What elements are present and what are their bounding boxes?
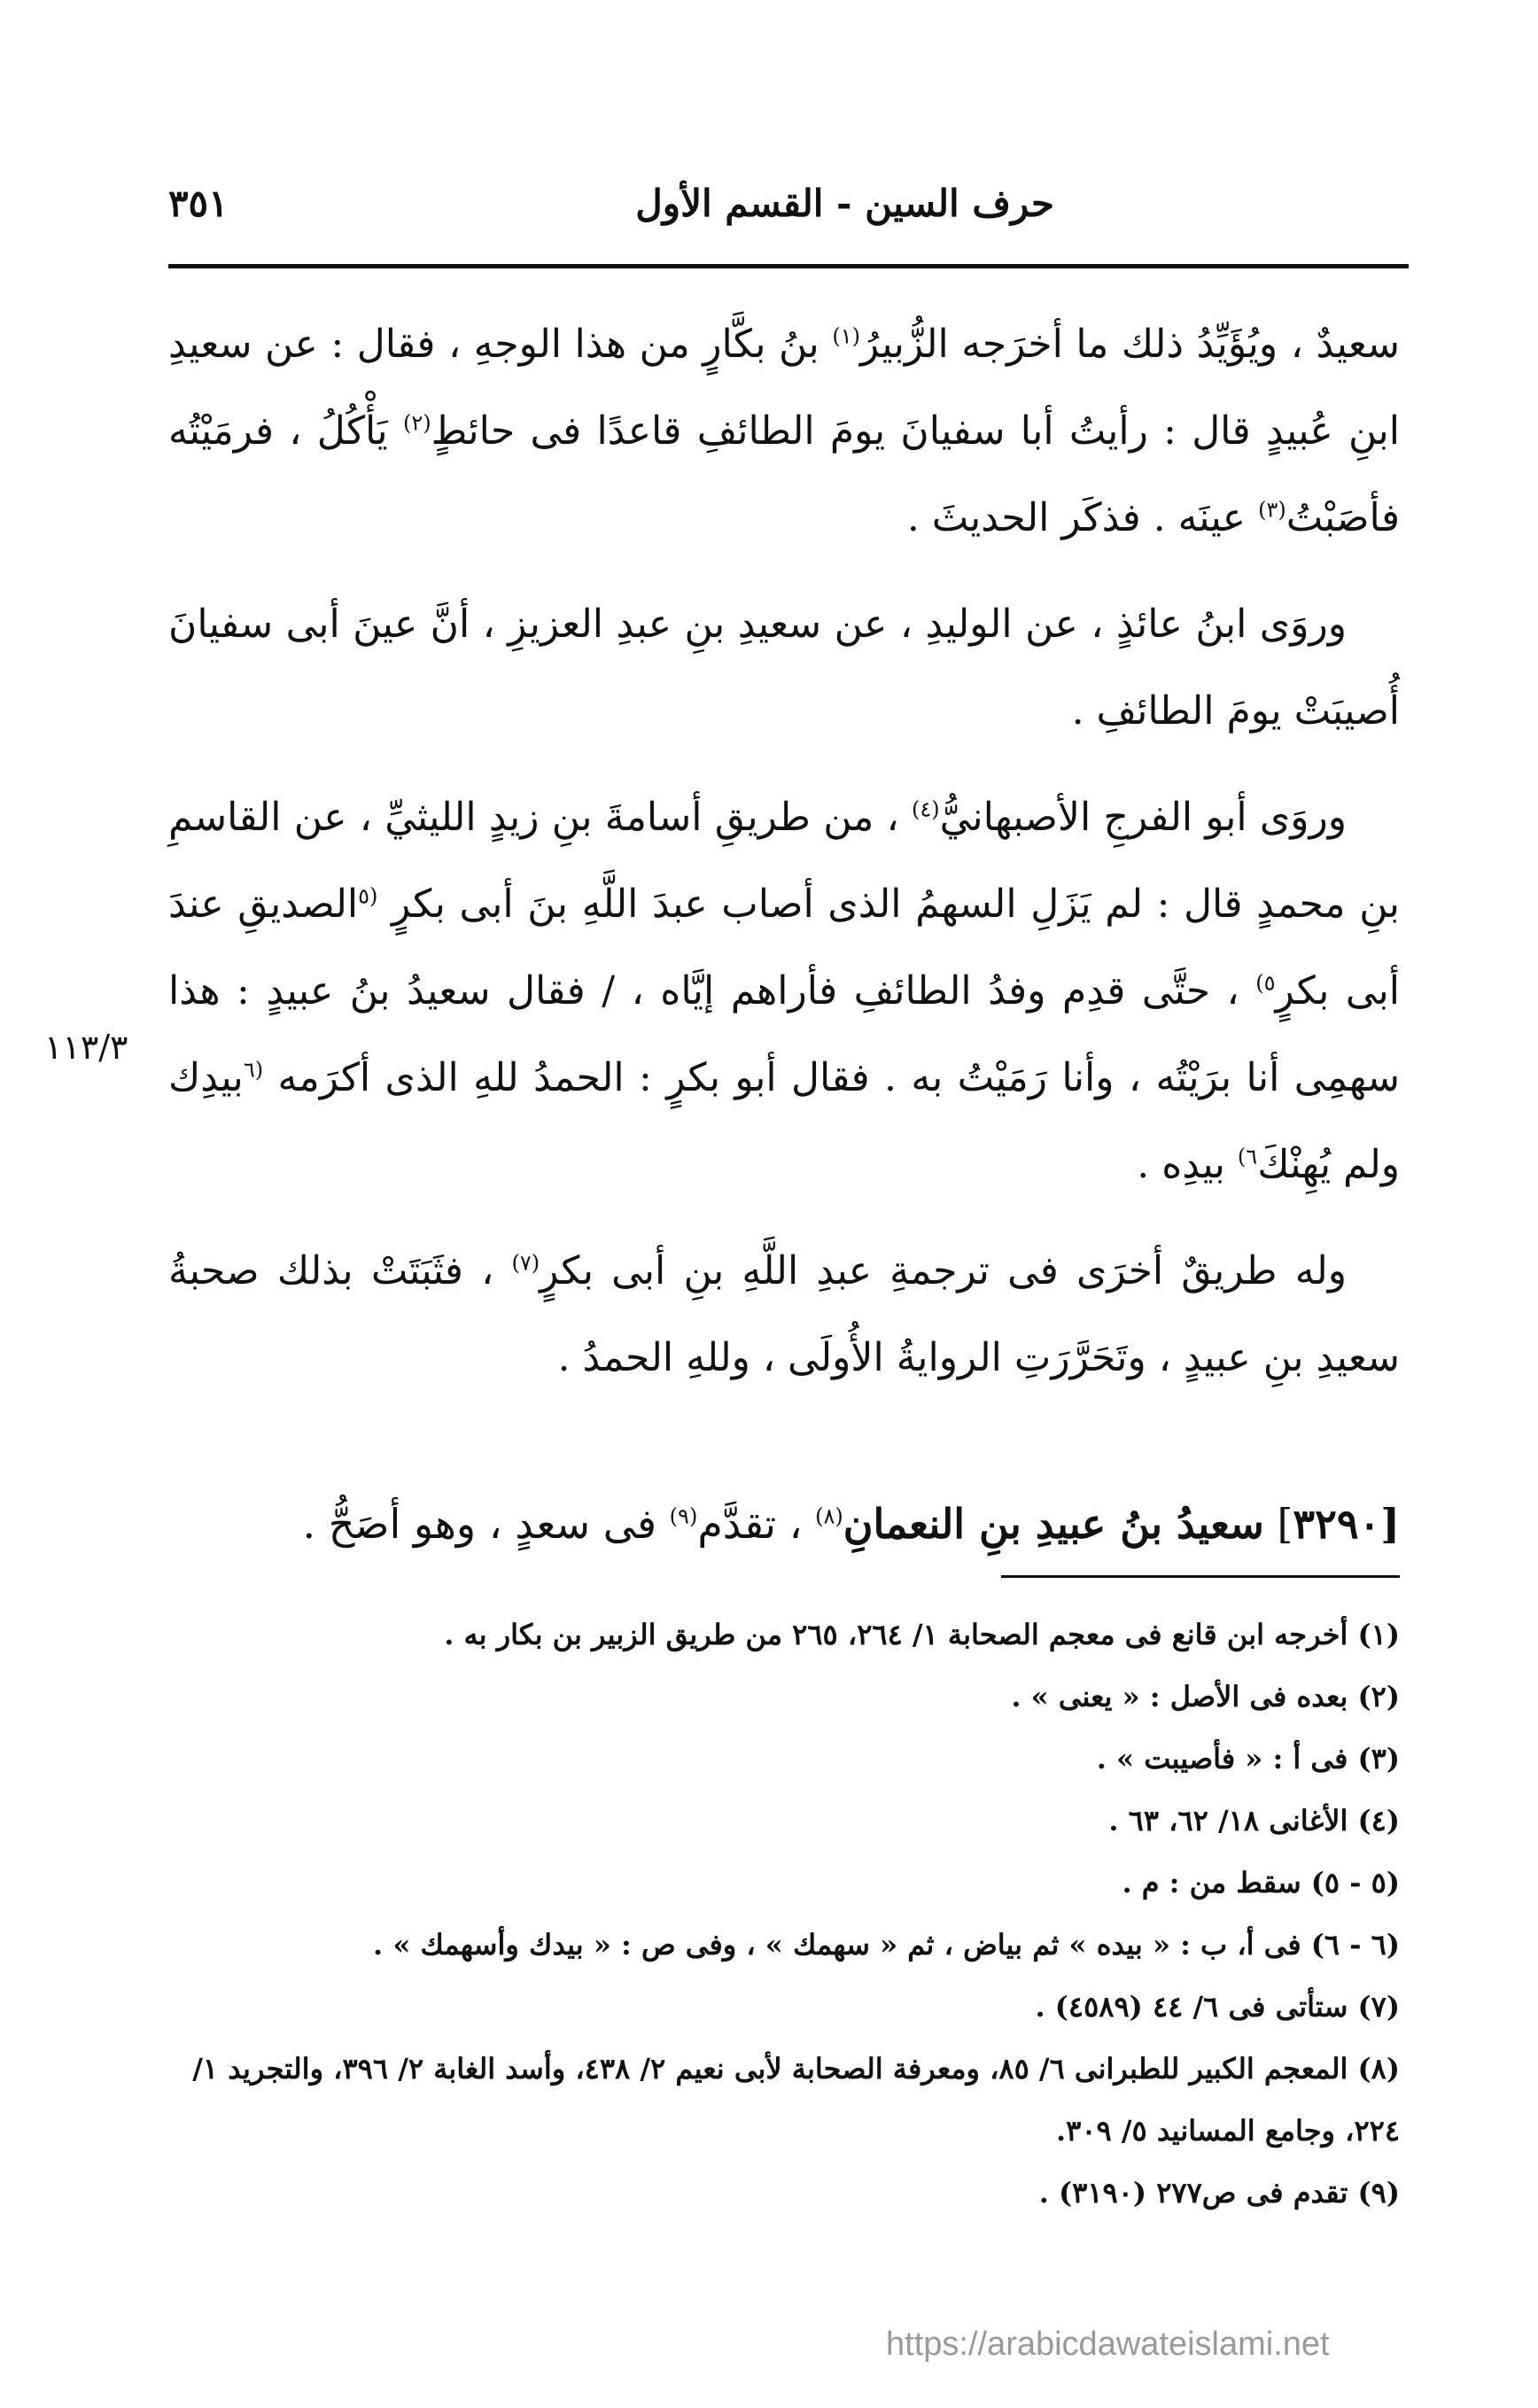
text-segment: وروَى ابنُ عائذٍ ، عن الوليدِ ، عن سعيدِ بنِ عبدِ العزيزِ ، أنَّ عينَ أبى سفيانَ أُصيبَتْ يومَ الطائفِ . xyxy=(168,602,1400,734)
footnote-marker[interactable]: (٩) xyxy=(669,1503,698,1529)
entry-name: سعيدُ بنُ عبيدِ بنِ النعمانِ xyxy=(843,1500,1264,1548)
footnote-marker[interactable]: (٧) xyxy=(511,1250,540,1276)
text-segment: وروَى أبو الفرجِ الأصبهانيُّ xyxy=(939,795,1348,840)
footnote-7: (٧) ستأتى فى ٦/ ٤٤ (٤٥٨٩) . xyxy=(1035,1990,1400,2023)
text-segment: بيدِك ولم يُهِنْكَ xyxy=(168,1055,1400,1187)
footnote-marker[interactable]: (٨) xyxy=(815,1503,843,1529)
footnote-marker[interactable]: ٦) xyxy=(1237,1144,1258,1169)
footnote-marker[interactable]: (٥ xyxy=(358,883,378,909)
text-segment: ، فثَبَتَتْ بذلك صحبةُ سعيدِ بنِ عبيدٍ ، وتَحَرَّرَتِ الروايةُ الأُولَى ، وللهِ الحمدُ . xyxy=(168,1248,1400,1380)
footnotes xyxy=(142,1604,1400,2224)
entry-text: ، تقدَّم xyxy=(697,1500,816,1548)
entry-text: فى سعدٍ ، وهو أصَحُّ . xyxy=(302,1500,670,1548)
footnote-3: (٣) فى أ : « فأصيبت » . xyxy=(1096,1742,1400,1775)
paragraph-2 xyxy=(168,581,1400,755)
footnote-separator xyxy=(1001,1575,1400,1578)
text-segment: وله طريقٌ أخرَى فى ترجمةِ عبدِ اللَّهِ بنِ أبى بكرٍ xyxy=(540,1248,1347,1293)
footnote-marker[interactable]: (٢) xyxy=(402,410,431,436)
footnote-marker[interactable]: (١) xyxy=(832,323,861,349)
footnote-marker[interactable]: (٤) xyxy=(912,796,940,822)
footnote-marker[interactable]: (٦ xyxy=(243,1057,264,1083)
main-text xyxy=(168,301,1400,1421)
entry-heading: [٣٢٩٠] سعيدُ بنُ عبيدِ بنِ النعمانِ$^{(٨)}$ ، تقدَّم$^{(٩)}$ فى سعدٍ ، وهو أصَحُّ . xyxy=(302,1500,1400,1548)
footnote-6: (٦ - ٦) فى أ، ب : « بيده » ثم بياض ، ثم « سهمك » ، وفى ص : « بيدك وأسهمك » . xyxy=(373,1928,1400,1961)
paragraph-3 xyxy=(168,774,1400,1208)
footnote-9: (٩) تقدم فى ص٢٧٧ (٣١٩٠) . xyxy=(1038,2176,1400,2210)
footnote-marker[interactable]: ٥) xyxy=(1255,970,1276,996)
text-segment: بنُ بكَّارٍ من هذا الوجهِ ، فقال : عن سعيدِ ابنِ عُبيدٍ قال : رأيتُ أبا سفيانَ يومَ الطائفِ قاعدًا فى حائطٍ xyxy=(168,322,1401,454)
text-segment: ، حتَّى قدِم وفدُ الطائفِ فأراهم إيَّاه ، / فقال سعيدُ بنُ عبيدٍ : هذا سهمِى أنا برَيْتُه ، وأنا رَمَيْتُ به . فقال أبو بكرٍ : الحمدُ للهِ الذى أكرَمه xyxy=(168,968,1400,1100)
page-header xyxy=(168,173,1400,244)
text-segment: بيدِه . xyxy=(1137,1142,1238,1187)
page-number: ٣٥١ xyxy=(168,182,229,225)
footnote-1: (١) أخرجه ابن قانع فى معجم الصحابة ١/ ٢٦٤، ٢٦٥ من طريق الزبير بن بكار به . xyxy=(444,1618,1400,1651)
margin-volume-page-note: ١١٣/٣ xyxy=(44,1028,128,1067)
page-title: حرف السين - القسم الأول xyxy=(635,182,1054,225)
text-segment: عينَه . فذكَر الحديثَ . xyxy=(906,495,1259,540)
footnote-4: (٤) الأغانى ١٨/ ٦٢، ٦٣ . xyxy=(1108,1804,1400,1837)
watermark-url: https://arabicdawateislami.net xyxy=(886,2326,1330,2363)
footnote-5: (٥ - ٥) سقط من : م . xyxy=(1122,1866,1400,1899)
text-segment: الصديقِ عندَ أبى بكرٍ xyxy=(168,882,1401,1014)
text-segment: يَأْكُلُ ، فرمَيْتُه فأصَبْتُ xyxy=(168,408,1400,540)
footnote-8: (٨) المعجم الكبير للطبرانى ٦/ ٨٥، ومعرفة الصحابة لأبى نعيم ٢/ ٤٣٨، وأسد الغابة ٢/ ٣٩٦، والتجريد ١/ ٢٢٤، وجامع المسانيد ٥/ ٣٠٩. xyxy=(192,2052,1400,2148)
text-segment: ، من طريقِ أسامةَ بنِ زيدٍ الليثيِّ ، عن القاسمِ بنِ محمدٍ قال : لم يَزَلِ السهمُ الذى أصاب عبدَ اللَّهِ بنَ أبى بكرٍ xyxy=(168,795,1401,927)
paragraph-4 xyxy=(168,1228,1400,1402)
entry-number: [٣٢٩٠ xyxy=(1293,1500,1400,1548)
text-segment: سعيدٌ ، ويُؤَيِّدُ ذلك ما أخرَجه الزُّبيرُ xyxy=(860,322,1400,367)
paragraph-1 xyxy=(168,301,1400,562)
header-rule xyxy=(168,264,1409,268)
footnote-2: (٢) بعده فى الأصل : « يعنى » . xyxy=(1011,1680,1400,1713)
footnote-marker[interactable]: (٣) xyxy=(1258,497,1286,523)
